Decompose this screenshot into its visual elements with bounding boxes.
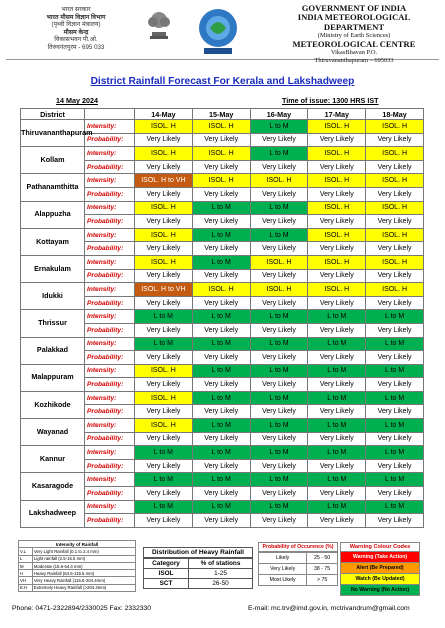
probability-label: Probability: [85,487,135,501]
probability-cell: Very Likely [250,351,308,365]
page-title: District Rainfall Forecast For Kerala and Lakshadweep [90,76,355,87]
intensity-label: Intensity: [85,500,135,514]
probability-cell: Very Likely [308,133,366,147]
probability-cell: Very Likely [250,215,308,229]
intensity-cell: ISOL. H [308,283,366,297]
intensity-row [21,310,424,324]
intensity-cell: ISOL. H [308,174,366,188]
intensity-cell: ISOL. H [135,201,193,215]
probability-cell: Very Likely [192,187,250,201]
intensity-cell: L to M [192,310,250,324]
legend-desc: Very Heavy Rainfall (115.6-204.4mm) [32,577,135,584]
category-header: Category [144,559,189,569]
district-name: Idukki [21,283,85,310]
probability-cell: Very Likely [250,187,308,201]
intensity-row [21,283,424,297]
footer-email: E-mail: mc.trv@imd.gov.in, mctrivandrum@gmail.com [248,605,410,612]
probability-label: Probability: [85,242,135,256]
probability-cell: Very Likely [250,323,308,337]
intensity-cell: L to M [250,120,308,134]
intensity-cell: L to M [192,337,250,351]
intensity-cell: ISOL. H [135,419,193,433]
legend-code: H [19,570,33,577]
probability-cell: Very Likely [366,432,424,446]
intensity-label: Intensity: [85,364,135,378]
probability-cell: Very Likely [192,378,250,392]
intensity-legend [18,540,136,592]
probability-cell: Very Likely [366,351,424,365]
intensity-cell: L to M [192,391,250,405]
probability-cell: Very Likely [366,296,424,310]
intensity-row [21,120,424,134]
intensity-cell: L to M [308,310,366,324]
district-name: Palakkad [21,337,85,364]
intensity-cell: L to M [366,337,424,351]
intensity-label: Intensity: [85,120,135,134]
intensity-cell: L to M [308,419,366,433]
intensity-cell: L to M [366,473,424,487]
imd-line: INDIA METEOROLOGICAL [297,12,411,23]
probability-cell: Very Likely [366,133,424,147]
probability-label: Probability: [85,160,135,174]
intensity-cell: ISOL. H to VH [135,283,193,297]
probability-label: Probability: [85,133,135,147]
probability-cell: Very Likely [250,160,308,174]
probability-cell: Very Likely [250,405,308,419]
intensity-row [21,364,424,378]
intensity-cell: ISOL. H [250,174,308,188]
hindi-line: (पृथ्वी विज्ञान मंत्रालय) [51,21,101,29]
probability-cell: Very Likely [366,242,424,256]
intensity-cell: ISOL. H [135,228,193,242]
day-header: 16-May [250,109,308,120]
prob-range: 25 - 50 [307,553,338,564]
intensity-cell: L to M [308,391,366,405]
probability-cell: Very Likely [135,269,193,283]
hindi-line: भारत मौसम विज्ञान विभाग [46,13,106,21]
intensity-cell: L to M [250,310,308,324]
prob-range: > 75 [307,575,338,586]
probability-cell: Very Likely [192,269,250,283]
forecast-table [20,108,424,528]
probability-cell: Very Likely [135,242,193,256]
hindi-line: भारत सरकार [61,6,91,13]
hindi-line: मौसम केन्द्र [63,28,89,36]
day-header: 15-May [192,109,250,120]
legend-desc: Very Light Rainfall (0.1 to 2.4 mm) [32,548,135,555]
intensity-legend-title: Intensity of Rainfall [19,541,136,548]
probability-cell: Very Likely [366,323,424,337]
centre-line: METEOROLOGICAL CENTRE [292,38,416,49]
intensity-row [21,255,424,269]
intensity-cell: ISOL. H [366,201,424,215]
legend-code: M [19,562,33,569]
empty-header [85,109,135,120]
intensity-cell: ISOL. H [250,283,308,297]
probability-cell: Very Likely [366,160,424,174]
intensity-row [21,391,424,405]
intensity-cell: ISOL. H [135,255,193,269]
intensity-cell: ISOL. H [366,283,424,297]
intensity-cell: L to M [366,419,424,433]
probability-title: Probability of Occurence (%) [258,542,338,552]
probability-cell: Very Likely [135,296,193,310]
district-name: Lakshadweep [21,500,85,527]
probability-cell: Very Likely [308,269,366,283]
probability-cell: Very Likely [250,487,308,501]
district-name: Pathanamthitta [21,174,85,201]
probability-cell: Very Likely [308,514,366,528]
intensity-cell: L to M [308,364,366,378]
ministry-line: (Ministry of Earth Sciences) [317,32,391,40]
probability-cell: Very Likely [192,432,250,446]
intensity-cell: L to M [192,255,250,269]
imd-logo-icon [196,6,240,58]
probability-cell: Very Likely [366,378,424,392]
stations-cell: 26-50 [189,579,253,589]
legend-desc: Light rainfall (2.5-15.5 mm) [32,555,135,562]
warning-red: Warning (Take Action) [340,552,420,563]
intensity-label: Intensity: [85,283,135,297]
intensity-cell: ISOL. H [135,120,193,134]
forecast-date: 14 May 2024 [56,96,98,105]
probability-legend [258,542,338,586]
probability-cell: Very Likely [308,405,366,419]
prob-range: 38 - 75 [307,564,338,575]
intensity-cell: ISOL. H [308,147,366,161]
probability-label: Probability: [85,351,135,365]
intensity-cell: L to M [250,500,308,514]
intensity-cell: L to M [250,364,308,378]
intensity-cell: L to M [250,147,308,161]
city-line: Thiruvananthapuram – 695033 [314,56,394,64]
district-name: Kottayam [21,228,85,255]
probability-cell: Very Likely [308,296,366,310]
intensity-cell: L to M [308,446,366,460]
intensity-row [21,201,424,215]
address-line: VikasBhavan P.O. [330,49,378,57]
probability-cell: Very Likely [250,514,308,528]
intensity-cell: ISOL. H [135,364,193,378]
probability-cell: Very Likely [192,215,250,229]
probability-cell: Very Likely [135,133,193,147]
hindi-line: तिरुवनंतपुरम - 695 033 [47,43,105,51]
district-name: Kannur [21,446,85,473]
prob-term: Likely [259,553,307,564]
issue-time: Time of issue: 1300 HRS IST [282,96,379,105]
intensity-row [21,500,424,514]
probability-cell: Very Likely [192,296,250,310]
district-name: Wayanad [21,419,85,446]
intensity-cell: L to M [250,391,308,405]
intensity-cell: L to M [192,201,250,215]
intensity-cell: L to M [250,446,308,460]
intensity-cell: L to M [250,201,308,215]
intensity-label: Intensity: [85,310,135,324]
probability-label: Probability: [85,432,135,446]
legend-desc: Moderate (15.6-64.4 mm) [32,562,135,569]
probability-cell: Very Likely [192,351,250,365]
intensity-cell: L to M [308,473,366,487]
probability-cell: Very Likely [308,242,366,256]
warning-title: Warning Colour Codes [340,542,420,552]
intensity-cell: L to M [135,310,193,324]
probability-cell: Very Likely [366,215,424,229]
probability-cell: Very Likely [308,215,366,229]
intensity-cell: L to M [192,500,250,514]
prob-term: Most Likely [259,575,307,586]
gov-line: GOVERNMENT OF INDIA [301,3,407,13]
probability-cell: Very Likely [366,187,424,201]
intensity-cell: L to M [192,364,250,378]
intensity-cell: L to M [366,446,424,460]
day-header: 18-May [366,109,424,120]
legend-code: E.H [19,584,33,591]
intensity-row [21,473,424,487]
district-name: Thrissur [21,310,85,337]
district-name: Alappuzha [21,201,85,228]
national-emblem-icon [144,2,174,48]
intensity-cell: L to M [366,500,424,514]
intensity-label: Intensity: [85,391,135,405]
probability-label: Probability: [85,323,135,337]
probability-cell: Very Likely [135,487,193,501]
probability-cell: Very Likely [308,459,366,473]
intensity-cell: ISOL. H [192,283,250,297]
letterhead [6,3,439,64]
probability-cell: Very Likely [250,459,308,473]
intensity-cell: ISOL. H [366,255,424,269]
probability-label: Probability: [85,269,135,283]
intensity-cell: L to M [366,310,424,324]
probability-cell: Very Likely [135,215,193,229]
intensity-cell: L to M [308,337,366,351]
intensity-cell: ISOL. H [135,391,193,405]
category-cell: ISOL [144,569,189,579]
probability-cell: Very Likely [192,405,250,419]
intensity-label: Intensity: [85,419,135,433]
intensity-cell: ISOL. H [366,147,424,161]
probability-cell: Very Likely [366,269,424,283]
distribution-title: Distribution of Heavy Rainfall [143,547,253,558]
probability-cell: Very Likely [366,459,424,473]
stations-header: % of stations [189,559,253,569]
legend-desc: Extremely Heavy Rainfall (>204.4mm) [32,584,135,591]
intensity-label: Intensity: [85,446,135,460]
intensity-cell: L to M [250,337,308,351]
intensity-label: Intensity: [85,255,135,269]
intensity-row [21,337,424,351]
district-name: Thiruvananthapuram [21,120,85,147]
intensity-cell: L to M [192,473,250,487]
district-name: Kasaragode [21,473,85,500]
probability-label: Probability: [85,459,135,473]
intensity-cell: ISOL. H [308,228,366,242]
footer-phone: Phone: 0471-2322894/2330025 Fax: 2332330 [12,605,152,612]
probability-cell: Very Likely [192,323,250,337]
intensity-cell: ISOL. H [366,228,424,242]
probability-label: Probability: [85,378,135,392]
district-name: Ernakulam [21,255,85,282]
probability-cell: Very Likely [135,323,193,337]
intensity-cell: L to M [192,446,250,460]
probability-cell: Very Likely [192,487,250,501]
probability-cell: Very Likely [135,378,193,392]
intensity-cell: L to M [135,446,193,460]
probability-cell: Very Likely [308,323,366,337]
intensity-cell: ISOL. H [366,174,424,188]
district-name: Kollam [21,147,85,174]
intensity-row [21,419,424,433]
day-header: 17-May [308,109,366,120]
intensity-cell: ISOL. H [308,255,366,269]
intensity-cell: L to M [135,337,193,351]
probability-cell: Very Likely [250,432,308,446]
intensity-cell: ISOL. H [192,147,250,161]
intensity-row [21,174,424,188]
intensity-label: Intensity: [85,337,135,351]
intensity-cell: ISOL. H [135,147,193,161]
probability-label: Probability: [85,514,135,528]
intensity-cell: L to M [135,473,193,487]
probability-cell: Very Likely [308,351,366,365]
probability-cell: Very Likely [135,187,193,201]
probability-cell: Very Likely [308,378,366,392]
dept-line: DEPARTMENT [323,21,385,32]
probability-cell: Very Likely [308,487,366,501]
legend-code: V.L [19,548,33,555]
probability-cell: Very Likely [192,514,250,528]
probability-cell: Very Likely [366,487,424,501]
probability-cell: Very Likely [135,459,193,473]
intensity-cell: ISOL. H [366,120,424,134]
day-header: 14-May [135,109,193,120]
stations-cell: 1-25 [189,569,253,579]
intensity-label: Intensity: [85,201,135,215]
intensity-label: Intensity: [85,473,135,487]
legend-desc: Heavy Rainfall (64.5-115.5 mm) [32,570,135,577]
warning-yellow: Watch (Be Updated) [340,574,420,585]
intensity-row [21,147,424,161]
probability-label: Probability: [85,215,135,229]
probability-cell: Very Likely [250,269,308,283]
probability-cell: Very Likely [366,405,424,419]
warning-green: No Warning (No Action) [340,585,420,596]
intensity-label: Intensity: [85,174,135,188]
probability-cell: Very Likely [135,514,193,528]
prob-term: Very Likely [259,564,307,575]
distribution-legend [143,547,253,589]
probability-cell: Very Likely [192,160,250,174]
intensity-cell: L to M [250,228,308,242]
probability-cell: Very Likely [250,378,308,392]
intensity-cell: ISOL. H [250,255,308,269]
intensity-cell: L to M [250,419,308,433]
hindi-letterhead [6,6,146,52]
probability-cell: Very Likely [250,296,308,310]
hindi-line: विकासभवन पी.ओ. [54,36,98,44]
intensity-cell: L to M [308,500,366,514]
probability-cell: Very Likely [308,187,366,201]
intensity-row [21,228,424,242]
probability-label: Probability: [85,405,135,419]
probability-cell: Very Likely [135,405,193,419]
probability-label: Probability: [85,296,135,310]
district-header: District [21,109,85,120]
probability-cell: Very Likely [192,133,250,147]
probability-cell: Very Likely [192,242,250,256]
probability-label: Probability: [85,187,135,201]
intensity-cell: ISOL. H [192,174,250,188]
table-header-row [21,109,424,120]
probability-cell: Very Likely [366,514,424,528]
intensity-cell: L to M [192,419,250,433]
intensity-label: Intensity: [85,147,135,161]
intensity-cell: L to M [135,500,193,514]
probability-cell: Very Likely [192,459,250,473]
probability-cell: Very Likely [135,160,193,174]
warning-orange: Alert (Be Prepared) [340,563,420,574]
intensity-cell: ISOL. H [308,120,366,134]
probability-cell: Very Likely [308,432,366,446]
intensity-cell: L to M [366,391,424,405]
intensity-cell: ISOL. H to VH [135,174,193,188]
legend-code: VH [19,577,33,584]
intensity-cell: L to M [250,473,308,487]
legend-code: L [19,555,33,562]
district-name: Malappuram [21,364,85,391]
probability-cell: Very Likely [135,432,193,446]
probability-cell: Very Likely [250,242,308,256]
probability-cell: Very Likely [135,351,193,365]
intensity-cell: ISOL. H [308,201,366,215]
intensity-label: Intensity: [85,228,135,242]
intensity-cell: L to M [192,228,250,242]
category-cell: SCT [144,579,189,589]
probability-cell: Very Likely [308,160,366,174]
warning-colour-legend [340,542,420,596]
district-name: Kozhikode [21,391,85,418]
english-letterhead [269,4,439,64]
intensity-cell: L to M [366,364,424,378]
intensity-row [21,446,424,460]
intensity-cell: ISOL. H [192,120,250,134]
probability-cell: Very Likely [250,133,308,147]
